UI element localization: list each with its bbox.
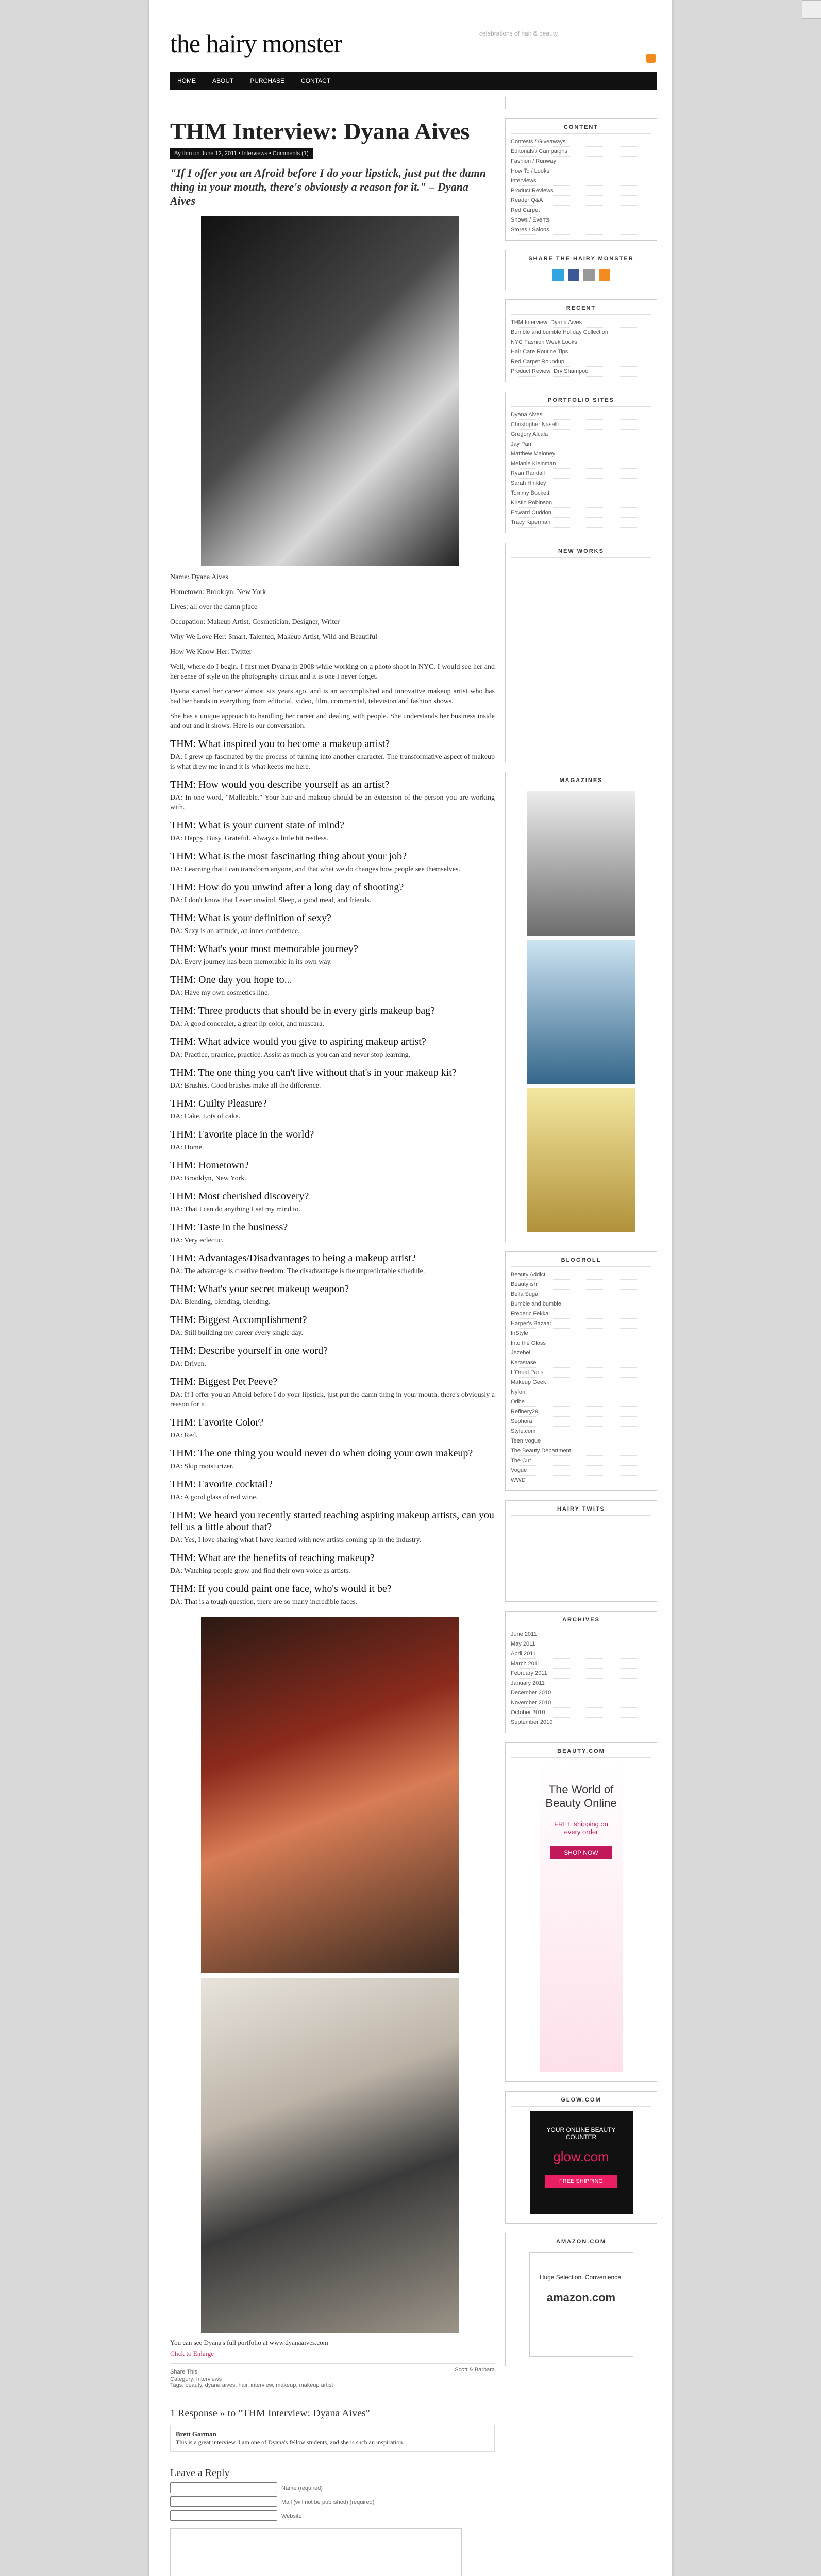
interview-answer: DA: Brushes. Good brushes make all the difference. bbox=[170, 1082, 321, 1090]
magazine-cover[interactable] bbox=[527, 1088, 635, 1232]
interview-answer: DA: If I offer you an Afroid before I do your lipstick, just put the damn thing in your mouth, there's obviously a reason for it. bbox=[170, 1391, 495, 1409]
sidebar-link[interactable]: NYC Fashion Week Looks bbox=[511, 337, 651, 347]
sidebar-link[interactable]: Nylon bbox=[511, 1387, 651, 1397]
form-field[interactable] bbox=[170, 2482, 277, 2493]
sidebar-link[interactable]: Matthew Maloney bbox=[511, 449, 651, 459]
sidebar-link[interactable]: The Beauty Department bbox=[511, 1446, 651, 1456]
form-field[interactable] bbox=[170, 2510, 277, 2521]
lace-photo[interactable] bbox=[201, 1978, 459, 2333]
interview-question: THM: Favorite place in the world? bbox=[170, 1129, 314, 1140]
sidebar-link[interactable]: April 2011 bbox=[511, 1649, 651, 1659]
credit-line: Occupation: Makeup Artist, Cosmetician, Designer, Writer bbox=[170, 618, 340, 626]
widget-glow-ad bbox=[505, 2091, 657, 2224]
interview-answer: DA: Skip moisturizer. bbox=[170, 1463, 234, 1470]
portrait-photo[interactable] bbox=[201, 216, 459, 566]
form-row bbox=[170, 2510, 495, 2521]
sidebar-link[interactable]: Oribe bbox=[511, 1397, 651, 1407]
sidebar-link[interactable]: Beautylish bbox=[511, 1280, 651, 1290]
post-content bbox=[170, 118, 495, 2576]
interview-question: THM: What's your most memorable journey? bbox=[170, 943, 358, 955]
interview-answer: DA: A good glass of red wine. bbox=[170, 1494, 258, 1501]
interview-answer: DA: Cake. Lots of cake. bbox=[170, 1113, 241, 1121]
interview-question: THM: What is the most fascinating thing about your job? bbox=[170, 851, 407, 862]
sidebar-link[interactable]: How To / Looks bbox=[511, 166, 651, 176]
search-input[interactable] bbox=[505, 97, 658, 109]
sidebar bbox=[505, 118, 657, 2376]
credit-line: Lives: all over the damn place bbox=[170, 603, 258, 611]
widget-beauty-ad bbox=[505, 1742, 657, 2082]
interview-question: THM: How would you describe yourself as an artist? bbox=[170, 779, 390, 790]
interview-answer: DA: In one word, "Malleable." Your hair and makeup should be an extension of the person you are working with. bbox=[170, 794, 495, 811]
widget-archives bbox=[505, 1611, 657, 1733]
interview-question: THM: We heard you recently started teaching aspiring makeup artists, can you tell us a little about that? bbox=[170, 1510, 494, 1533]
interview-answer: DA: The advantage is creative freedom. The disadvantage is the unpredictable schedule. bbox=[170, 1267, 425, 1275]
sidebar-link[interactable]: March 2011 bbox=[511, 1659, 651, 1669]
post-meta: By thm on June 12, 2011 • Interviews • Comments (1) bbox=[170, 148, 313, 159]
sidebar-link[interactable]: November 2010 bbox=[511, 1698, 651, 1708]
interview-question: THM: Three products that should be in every girls makeup bag? bbox=[170, 1005, 435, 1016]
share-button[interactable]: Share This bbox=[170, 2369, 197, 2375]
interview-question: THM: What inspired you to become a makeup artist? bbox=[170, 738, 390, 750]
intro-paragraph: Well, where do I begin. I first met Dyana in 2008 while working on a photo shoot in NYC. I would see her and her sense of style on the photography circuit and it is one I never forget. bbox=[170, 663, 495, 681]
sidebar-link[interactable]: Tommy Buckett bbox=[511, 488, 651, 498]
sidebar-link[interactable]: Red Carpet Roundup bbox=[511, 357, 651, 367]
sidebar-link[interactable]: L'Oreal Paris bbox=[511, 1368, 651, 1378]
interview-answer: DA: Driven. bbox=[170, 1360, 206, 1368]
widget-title: PORTFOLIO SITES bbox=[511, 395, 651, 407]
sidebar-link[interactable]: January 2011 bbox=[511, 1679, 651, 1688]
interview-answer: DA: I don't know that I ever unwind. Sleep, a good meal, and friends. bbox=[170, 896, 372, 904]
interview-question: THM: One day you hope to... bbox=[170, 974, 292, 986]
interview-answer: DA: Have my own cosmetics line. bbox=[170, 989, 270, 997]
sidebar-link[interactable]: Dyana Aives bbox=[511, 410, 651, 420]
nav-purchase[interactable]: PURCHASE bbox=[250, 77, 285, 84]
sidebar-link[interactable]: Style.com bbox=[511, 1427, 651, 1436]
red-hair-photo[interactable] bbox=[201, 1617, 459, 1973]
sidebar-link[interactable]: Reader Q&A bbox=[511, 196, 651, 206]
interview-question: THM: Advantages/Disadvantages to being a makeup artist? bbox=[170, 1252, 416, 1264]
widget-title: BLOGROLL bbox=[511, 1255, 651, 1267]
interview-answer: DA: That I can do anything I set my mind to. bbox=[170, 1206, 300, 1213]
sidebar-link[interactable]: Sephora bbox=[511, 1417, 651, 1427]
post-footer bbox=[170, 2363, 495, 2392]
sidebar-link[interactable]: Teen Vogue bbox=[511, 1436, 651, 1446]
sidebar-link[interactable]: Contests / Giveaways bbox=[511, 137, 651, 147]
sidebar-link[interactable]: December 2010 bbox=[511, 1688, 651, 1698]
sidebar-link[interactable]: Kristin Robinson bbox=[511, 498, 651, 508]
sidebar-link[interactable]: Harper's Bazaar bbox=[511, 1319, 651, 1329]
widget-title: ARCHIVES bbox=[511, 1615, 651, 1626]
interview-answer: DA: Sexy is an attitude, an inner confidence. bbox=[170, 927, 300, 935]
interview-answer: DA: Practice, practice, practice. Assist as much as you can and never stop learning. bbox=[170, 1051, 411, 1059]
post-tags: Tags: beauty, dyana aives, hair, interview, makeup, makeup artist bbox=[170, 2382, 333, 2388]
sidebar-link[interactable]: Red Carpet bbox=[511, 206, 651, 215]
sidebar-link[interactable]: Fashion / Runway bbox=[511, 157, 651, 166]
sidebar-link[interactable]: Kerastase bbox=[511, 1358, 651, 1368]
sidebar-link[interactable]: Edward Cuddon bbox=[511, 508, 651, 518]
sidebar-link[interactable]: Ryan Randall bbox=[511, 469, 651, 479]
sidebar-link[interactable]: Shows / Events bbox=[511, 215, 651, 225]
amazon-ad-brand: amazon.com bbox=[546, 2291, 616, 2304]
magazine-cover[interactable] bbox=[527, 791, 635, 936]
glow-ad-brand: glow.com bbox=[553, 2149, 609, 2164]
interview-answer: DA: Every journey has been memorable in its own way. bbox=[170, 958, 332, 966]
widget-title: BEAUTY.COM bbox=[511, 1746, 651, 1758]
interview-answer: DA: Blending, blending, blending. bbox=[170, 1298, 271, 1306]
widget-magazines bbox=[505, 772, 657, 1242]
interview-answer: DA: Happy. Busy. Grateful. Always a little bit restless. bbox=[170, 835, 328, 842]
amazon-ad-line1: Huge Selection. Convenience. bbox=[539, 2274, 623, 2281]
widget-new-works bbox=[505, 543, 657, 762]
interview-question: THM: What is your current state of mind? bbox=[170, 820, 344, 831]
sidebar-link[interactable]: Hair Care Routine Tips bbox=[511, 347, 651, 357]
sidebar-link[interactable]: Product Reviews bbox=[511, 186, 651, 196]
sidebar-link[interactable]: Editorials / Campaigns bbox=[511, 147, 651, 157]
sidebar-link[interactable]: Tracy Kiperman bbox=[511, 518, 651, 528]
interview-question: THM: What is your definition of sexy? bbox=[170, 912, 331, 924]
beauty-ad-banner[interactable] bbox=[540, 1762, 623, 2072]
intro-paragraph: Dyana started her career almost six years ago, and is an accomplished and innovative makeup artist who has had her hands in everything from editorial, video, film, commercial, television and fashion shows. bbox=[170, 688, 495, 705]
interview-answer: DA: That is a tough question, there are so many incredible faces. bbox=[170, 1598, 358, 1606]
interview-answer: DA: I grew up fascinated by the process of turning into another character. The transformative aspect of makeup is what drew me in and it is what keeps me here. bbox=[170, 753, 495, 771]
sidebar-link[interactable]: Jay Pan bbox=[511, 439, 651, 449]
widget-title: AMAZON.COM bbox=[511, 2236, 651, 2248]
interview-question: THM: Most cherished discovery? bbox=[170, 1191, 309, 1202]
beauty-ad-line2: FREE shipping on every order bbox=[554, 1820, 608, 1836]
twitter-icon[interactable] bbox=[552, 269, 564, 281]
sidebar-link[interactable]: Bumble and bumble Holiday Collection bbox=[511, 328, 651, 337]
interview-answer: DA: Watching people grow and find their own voice as artists. bbox=[170, 1567, 350, 1575]
widget-portfolio bbox=[505, 392, 657, 533]
credits-list bbox=[170, 572, 495, 657]
responses-heading: 1 Response » to "THM Interview: Dyana Aives" bbox=[170, 2408, 370, 2419]
share-icons bbox=[511, 268, 651, 284]
widget-title: RECENT bbox=[511, 303, 651, 315]
nav-contact[interactable]: CONTACT bbox=[301, 77, 331, 84]
interview-question: THM: Favorite cocktail? bbox=[170, 1479, 273, 1490]
sidebar-link[interactable]: October 2010 bbox=[511, 1708, 651, 1718]
sidebar-link[interactable]: The Cut bbox=[511, 1456, 651, 1466]
blogroll-list bbox=[511, 1270, 651, 1485]
post-quote: "If I offer you an Afroid before I do your lipstick, just put the damn thing in your mouth, there's obviously a reason for it." – Dyana Aives bbox=[170, 166, 486, 207]
sidebar-link[interactable]: Melanie Kleinman bbox=[511, 459, 651, 469]
intro-text bbox=[170, 662, 495, 731]
sidebar-link[interactable]: September 2010 bbox=[511, 1718, 651, 1727]
sidebar-link[interactable]: Bumble and bumble bbox=[511, 1299, 651, 1309]
new-works-area bbox=[511, 561, 651, 757]
glow-ad-banner[interactable] bbox=[530, 2111, 633, 2214]
sidebar-link[interactable]: Interviews bbox=[511, 176, 651, 186]
widget-amazon-ad bbox=[505, 2233, 657, 2366]
rss-icon[interactable] bbox=[599, 269, 610, 281]
sidebar-link[interactable]: Beauty Addict bbox=[511, 1270, 651, 1280]
interview-answer: DA: Very eclectic. bbox=[170, 1236, 224, 1244]
form-field[interactable] bbox=[170, 2496, 277, 2507]
interview-answer: DA: Still building my career every single day. bbox=[170, 1329, 304, 1337]
form-field-label: Mail (will not be published) (required) bbox=[281, 2499, 375, 2505]
widget-twitter bbox=[505, 1500, 657, 1602]
scroll-corner bbox=[802, 0, 821, 19]
sidebar-link[interactable]: THM Interview: Dyana Aives bbox=[511, 318, 651, 328]
widget-share bbox=[505, 250, 657, 290]
nav-home[interactable]: HOME bbox=[177, 77, 196, 84]
interview-question: THM: Guilty Pleasure? bbox=[170, 1098, 267, 1109]
sidebar-link[interactable]: Product Review: Dry Shampoo bbox=[511, 367, 651, 377]
beauty-ad-cta[interactable]: SHOP NOW bbox=[550, 1846, 612, 1859]
widget-content bbox=[505, 118, 657, 241]
facebook-icon[interactable] bbox=[568, 269, 579, 281]
interview-answer: DA: Home. bbox=[170, 1144, 204, 1151]
comment bbox=[170, 2425, 495, 2452]
sidebar-link[interactable]: June 2011 bbox=[511, 1630, 651, 1639]
widget-title: CONTENT bbox=[511, 122, 651, 134]
sidebar-link[interactable]: InStyle bbox=[511, 1329, 651, 1338]
credit-line: Hometown: Brooklyn, New York bbox=[170, 588, 266, 596]
interview-question: THM: Describe yourself in one word? bbox=[170, 1345, 328, 1357]
comment-textarea[interactable] bbox=[170, 2528, 462, 2576]
form-row bbox=[170, 2496, 495, 2507]
widget-title: SHARE THE HAIRY MONSTER bbox=[511, 253, 651, 265]
tweet-area bbox=[511, 1519, 651, 1596]
glow-ad-line1: YOUR ONLINE BEAUTY COUNTER bbox=[546, 2126, 616, 2141]
comment-text: This is a great interview. I am one of Dyana's fellow students, and she is such an inspiration. bbox=[176, 2438, 405, 2446]
site-tagline: celebrations of hair & beauty bbox=[479, 30, 558, 37]
credit-line: Name: Dyana Aives bbox=[170, 573, 228, 581]
post-category: Category: Interviews bbox=[170, 2376, 222, 2382]
sidebar-link[interactable]: May 2011 bbox=[511, 1639, 651, 1649]
interview-question: THM: Hometown? bbox=[170, 1160, 249, 1171]
credit-line: How We Know Her: Twitter bbox=[170, 648, 252, 656]
amazon-ad-banner[interactable] bbox=[529, 2252, 633, 2357]
interview-question: THM: The one thing you would never do when doing your own makeup? bbox=[170, 1448, 473, 1459]
glow-ad-cta[interactable]: FREE SHIPPING bbox=[545, 2175, 617, 2188]
interview-question: THM: Taste in the business? bbox=[170, 1222, 288, 1233]
interview-question: THM: Favorite Color? bbox=[170, 1417, 264, 1428]
enlarge-link[interactable]: Click to Enlarge bbox=[170, 2350, 214, 2358]
interview-question: THM: How do you unwind after a long day of shooting? bbox=[170, 882, 404, 893]
leave-reply-heading: Leave a Reply bbox=[170, 2467, 230, 2479]
sidebar-link[interactable]: Jezebel bbox=[511, 1348, 651, 1358]
comment-author[interactable]: Brett Gorman bbox=[176, 2430, 216, 2438]
sidebar-link[interactable]: Gregory Alcala bbox=[511, 430, 651, 439]
widget-title: MAGAZINES bbox=[511, 775, 651, 787]
page-wrapper bbox=[149, 0, 672, 2576]
main-nav bbox=[170, 72, 657, 90]
interview-answer: DA: Yes, I love sharing what I have learned with new artists coming up in the industry. bbox=[170, 1536, 422, 1544]
interview-answer: DA: A good concealer, a great lip color, and mascara. bbox=[170, 1020, 324, 1028]
sidebar-link[interactable]: Sarah Hinkley bbox=[511, 479, 651, 488]
magazine-cover[interactable] bbox=[527, 940, 635, 1084]
interview-question: THM: Biggest Pet Peeve? bbox=[170, 1376, 278, 1387]
form-row bbox=[170, 2482, 495, 2493]
beauty-ad-line1: The World of Beauty Online bbox=[545, 1783, 617, 1809]
sidebar-link[interactable]: February 2011 bbox=[511, 1669, 651, 1679]
sidebar-link[interactable]: Refinery29 bbox=[511, 1407, 651, 1417]
interview-question: THM: What advice would you give to aspiring makeup artist? bbox=[170, 1036, 426, 1047]
photo-caption: You can see Dyana's full portfolio at www.dyanaaives.com bbox=[170, 2338, 328, 2346]
interview-answer: DA: Brooklyn, New York. bbox=[170, 1175, 246, 1182]
interview-question: THM: What are the benefits of teaching makeup? bbox=[170, 1552, 375, 1564]
author-link[interactable]: Scott & Barbara bbox=[455, 2367, 495, 2373]
interview-answer: DA: Red. bbox=[170, 1432, 198, 1439]
rss-icon[interactable] bbox=[646, 54, 656, 63]
interview-list bbox=[170, 738, 495, 1607]
sidebar-link[interactable]: Stores / Salons bbox=[511, 225, 651, 235]
widget-title: GLOW.COM bbox=[511, 2095, 651, 2107]
form-field-label: Website bbox=[281, 2513, 302, 2519]
credit-line: Why We Love Her: Smart, Talented, Makeup Artist, Wild and Beautiful bbox=[170, 633, 378, 641]
recent-list bbox=[511, 318, 651, 377]
sidebar-link[interactable]: Into the Gloss bbox=[511, 1338, 651, 1348]
portfolio-list bbox=[511, 410, 651, 528]
intro-paragraph: She has a unique approach to handling her career and dealing with people. She understands her business inside and out and it shows. Here is our conversation. bbox=[170, 713, 495, 730]
widget-title: NEW WORKS bbox=[511, 546, 651, 558]
sidebar-link[interactable]: Christopher Naselli bbox=[511, 420, 651, 430]
interview-question: THM: What's your secret makeup weapon? bbox=[170, 1283, 349, 1295]
sidebar-link[interactable]: Frederic Fekkai bbox=[511, 1309, 651, 1319]
email-icon[interactable] bbox=[583, 269, 595, 281]
widget-title: HAIRY TWITS bbox=[511, 1504, 651, 1516]
comment-form bbox=[170, 2482, 495, 2521]
interview-question: THM: Biggest Accomplishment? bbox=[170, 1314, 307, 1326]
widget-blogroll bbox=[505, 1251, 657, 1491]
sidebar-link[interactable]: Bella Sugar bbox=[511, 1290, 651, 1299]
widget-recent bbox=[505, 299, 657, 382]
interview-answer: DA: Learning that I can transform anyone, and that what we do changes how people see themselves. bbox=[170, 866, 460, 873]
sidebar-link[interactable]: Vogue bbox=[511, 1466, 651, 1476]
archives-list bbox=[511, 1630, 651, 1727]
content-list bbox=[511, 137, 651, 235]
nav-about[interactable]: ABOUT bbox=[212, 77, 234, 84]
sidebar-link[interactable]: WWD bbox=[511, 1476, 651, 1485]
sidebar-link[interactable]: Makeup Geek bbox=[511, 1378, 651, 1387]
interview-question: THM: If you could paint one face, who's would it be? bbox=[170, 1583, 392, 1595]
interview-question: THM: The one thing you can't live without that's in your makeup kit? bbox=[170, 1067, 457, 1078]
post-title: THM Interview: Dyana Aives bbox=[170, 118, 470, 144]
form-field-label: Name (required) bbox=[281, 2485, 323, 2492]
site-title[interactable]: the hairy monster bbox=[170, 29, 342, 58]
